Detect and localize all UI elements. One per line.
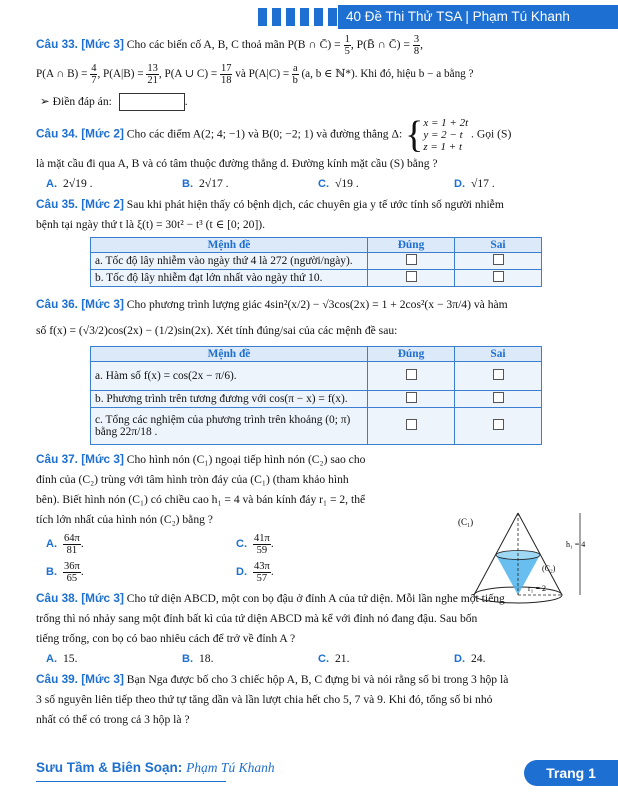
footer-credit: Sưu Tầm & Biên Soạn: Phạm Tú Khanh	[36, 760, 275, 775]
option-c[interactable]: C. √19 .	[318, 177, 359, 190]
question-34-head: Câu 34. [Mức 2]	[36, 126, 124, 141]
question-38-head: Câu 38. [Mức 3]	[36, 591, 124, 605]
question-37-options	[46, 530, 426, 586]
question-33-head: Câu 33. [Mức 3]	[36, 37, 124, 52]
false-checkbox[interactable]	[493, 271, 504, 282]
label-h1: h₁ = 4	[566, 540, 586, 549]
option-d[interactable]: D. 24.	[454, 652, 486, 665]
table-row: a. Hàm số f(x) = cos(2x − π/6).	[91, 362, 542, 391]
true-checkbox[interactable]	[406, 271, 417, 282]
question-39-head: Câu 39. [Mức 3]	[36, 672, 124, 686]
label-c1: (C₁)	[458, 517, 474, 527]
table-row: b. Phương trình trên tương đương với cos(π − x) = f(x).	[91, 391, 542, 408]
question-36: Câu 36. [Mức 3] Cho phương trình lượng giác 4sin²(x/2) − √3cos(2x) = 1 + 2cos²(x − 3π/4) và hàm số f(x) = (√3/2)cos(2x) − (1/2)sin(2x). Xét tính đúng/sai của các mệnh đề sau: Mệnh đề Đúng Sai a. Hàm số f(x) = cos(2x − π/6). b. Phương trình trên tương đương với cos(π − x) = f(x). c. Tổng các nghiệm của phương trình trên khoảng (0; π) bằng 22π/18 .	[36, 291, 612, 445]
question-35: Câu 35. [Mức 2] Sau khi phát hiện thấy có bệnh dịch, các chuyên gia y tế ước tính số người nhiễm bệnh tại ngày thứ t là ξ(t) = 30t² − t³ (t ∈ [0; 20]). Mệnh đề Đúng Sai a. Tốc độ lây nhiễm vào ngày thứ 4 là 272 (người/ngày). b. Tốc độ lây nhiễm đạt lớn nhất vào ngày thứ 10.	[36, 194, 612, 287]
question-38: Câu 38. [Mức 3] Cho tứ diện ABCD, một con bọ đậu ở đỉnh A của tứ diện. Mỗi lần nghe một tiếng trống thì nó nhảy sang một đỉnh bất kì của tứ diện ABCD mà kể với đỉnh nó đang đậu. Sau bốn tiếng trống, con bọ có bao nhiêu cách để trở về đỉnh A ? A. 15. B. 18. C. 21. D. 24.	[36, 588, 612, 669]
false-checkbox[interactable]	[493, 419, 504, 430]
table-row: a. Tốc độ lây nhiễm vào ngày thứ 4 là 272 (người/ngày).	[91, 253, 542, 270]
option-a[interactable]: A. $\frac{64\pi}{81}$ .	[46, 532, 84, 556]
fill-answer-label: ➢ Điền đáp án:	[40, 95, 112, 108]
option-a[interactable]: A. 15.	[46, 652, 78, 665]
question-34: Câu 34. [Mức 2] Cho các điểm A(2; 4; −1) và B(0; −2; 1) và đường thẳng Δ: { x = 1 + 2t y = 2 − t z = 1 + t . Gọi (S) là mặt cầu đi qua A, B và có tâm thuộc đường thẳng d. Đường kính mặt cầu (S) bằng ? A. 2√19 . B. 2√17 . C. √19 . D. √17 .	[36, 116, 612, 194]
option-d[interactable]: D. √17 .	[454, 177, 495, 190]
page-number-badge: Trang 1	[524, 760, 618, 786]
option-c[interactable]: C. $\frac{41\pi}{59}$ .	[236, 532, 274, 556]
system-brace: {	[405, 114, 424, 156]
table-row: c. Tổng các nghiệm của phương trình trên khoảng (0; π) bằng 22π/18 .	[91, 408, 542, 445]
question-38-options	[46, 649, 612, 669]
option-d[interactable]: D. $\frac{43\pi}{57}$ .	[236, 560, 274, 584]
question-34-options	[46, 174, 612, 194]
false-checkbox[interactable]	[493, 369, 504, 380]
question-35-head: Câu 35. [Mức 2]	[36, 197, 124, 211]
true-false-table-35: Mệnh đề Đúng Sai a. Tốc độ lây nhiễm vào ngày thứ 4 là 272 (người/ngày). b. Tốc độ lây nhiễm đạt lớn nhất vào ngày thứ 10.	[90, 237, 542, 287]
option-a[interactable]: A. 2√19 .	[46, 177, 93, 190]
false-checkbox[interactable]	[493, 392, 504, 403]
question-34-text: là mặt cầu đi qua A, B và có tâm thuộc đường thẳng d. Đường kính mặt cầu (S) bằng ?	[36, 157, 438, 170]
question-37-head: Câu 37. [Mức 3]	[36, 452, 124, 466]
label-c2: (C₂)	[542, 564, 556, 573]
question-33-text: Cho các biến cố A, B, C thoả mãn P(B ∩ C̄) =	[126, 38, 341, 52]
option-b[interactable]: B. 18.	[182, 652, 214, 665]
question-33: Câu 33. [Mức 3] Cho các biến cố A, B, C thoả mãn P(B ∩ C̄) = $\frac{1}{5}$ , P(B̄ ∩ C̄) = $\frac{3}{8}$ , P(A ∩ B) = $\frac{4}{7}$ , P(A|B) = $\frac{13}{21}$ , P(A ∪ C) = $\frac{17}{18}$ và P(A|C) = $\frac{a}{b}$ (a, b ∈ ℕ*). Khi đó, hiệu b − a bằng ? ➢ Điền đáp án: .	[36, 34, 612, 112]
label-r1: r₁ = 2	[528, 584, 546, 593]
header-title: 40 Đề Thi Thử TSA | Phạm Tú Khanh	[338, 5, 618, 29]
table-row: b. Tốc độ lây nhiễm đạt lớn nhất vào ngày thứ 10.	[91, 270, 542, 287]
option-c[interactable]: C. 21.	[318, 652, 350, 665]
true-checkbox[interactable]	[406, 254, 417, 265]
question-36-head: Câu 36. [Mức 3]	[36, 297, 124, 311]
true-false-table-36: Mệnh đề Đúng Sai a. Hàm số f(x) = cos(2x − π/6). b. Phương trình trên tương đương với cos(π − x) = f(x). c. Tổng các nghiệm của phương trình trên khoảng (0; π) bằng 22π/18 .	[90, 346, 542, 445]
true-checkbox[interactable]	[406, 369, 417, 380]
answer-input-box[interactable]	[119, 93, 185, 111]
true-checkbox[interactable]	[406, 419, 417, 430]
question-37: Câu 37. [Mức 3] Cho hình nón (C₁) ngoại tiếp hình nón (C₂) sao cho đỉnh của (C₂) trùng với tâm hình tròn đáy của (C₁) (tham khảo hình bên). Biết hình nón (C₁) có chiều cao h₁ = 4 và bán kính đáy r₁ = 2, thể tích lớn nhất của hình nón (C₂) bằng ? A. $\frac{64\pi}{81}$ . C. $\frac{41\pi}{59}$ . B. $\frac{36\pi}{65}$ . D. $\frac{43\pi}{57}$ .	[36, 449, 436, 586]
true-checkbox[interactable]	[406, 392, 417, 403]
page-content	[36, 32, 612, 730]
false-checkbox[interactable]	[493, 254, 504, 265]
line-system: x = 1 + 2t y = 2 − t z = 1 + t	[423, 117, 469, 153]
footer-underline	[36, 781, 226, 782]
option-b[interactable]: B. $\frac{36\pi}{65}$ .	[46, 560, 84, 584]
question-39: Câu 39. [Mức 3] Bạn Nga được bố cho 3 chiếc hộp A, B, C đựng bi và nói rằng số bi trong 3 hộp là 3 số nguyên liên tiếp theo thứ tự tăng dần và lần lượt chia hết cho 5, 7 và 9. Khi đó, tổng số bi nhỏ nhất có thể có trong cả 3 hộp là ?	[36, 672, 509, 726]
cone-figure	[458, 507, 598, 607]
option-b[interactable]: B. 2√17 .	[182, 177, 229, 190]
